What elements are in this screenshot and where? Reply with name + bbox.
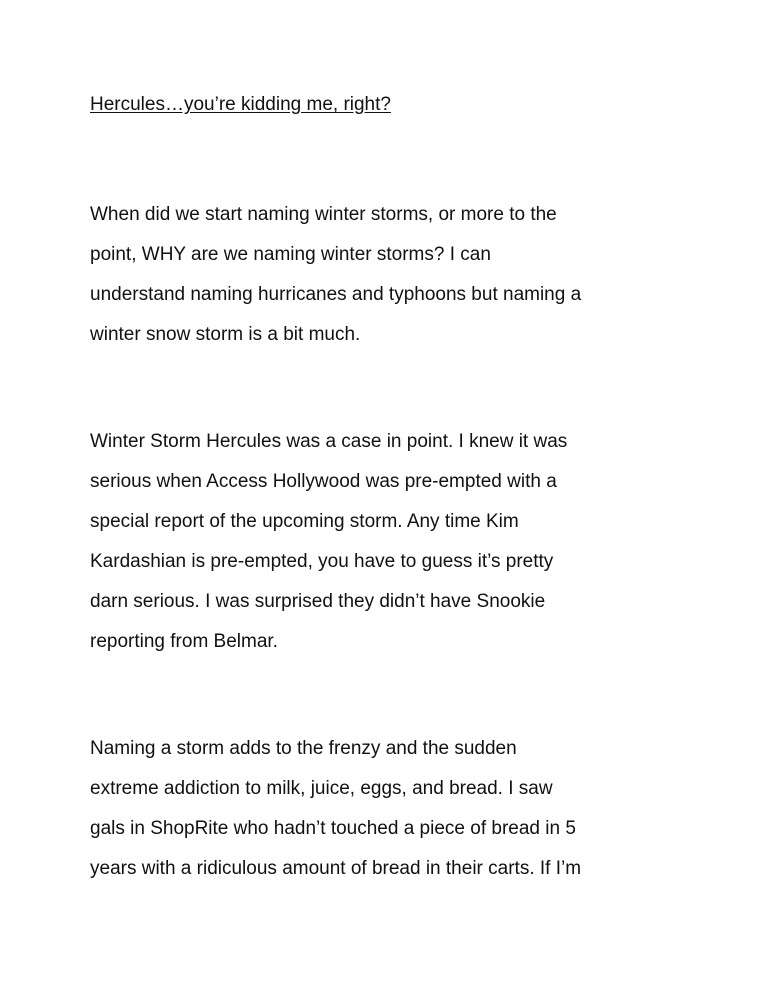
text-line: point, WHY are we naming winter storms? I can	[90, 244, 491, 265]
text-line: serious when Access Hollywood was pre-empted with a	[90, 471, 557, 492]
text-line: gals in ShopRite who hadn’t touched a piece of bread in 5	[90, 818, 576, 839]
document-title: Hercules…you’re kidding me, right?	[90, 94, 391, 115]
text-line: Kardashian is pre-empted, you have to guess it’s pretty	[90, 551, 554, 572]
text-line: winter snow storm is a bit much.	[90, 324, 361, 345]
paragraph-frenzy	[90, 729, 690, 889]
paragraph-hercules	[90, 422, 690, 662]
text-line: When did we start naming winter storms, or more to the	[90, 204, 557, 225]
text-line: darn serious. I was surprised they didn’t have Snookie	[90, 591, 546, 612]
text-line: special report of the upcoming storm. Any time Kim	[90, 511, 519, 532]
text-line: years with a ridiculous amount of bread in their carts. If I’m	[90, 858, 582, 879]
text-line: extreme addiction to milk, juice, eggs, and bread. I saw	[90, 778, 553, 799]
text-line: Winter Storm Hercules was a case in point. I knew it was	[90, 431, 568, 452]
text-line: reporting from Belmar.	[90, 631, 278, 652]
text-line: understand naming hurricanes and typhoons but naming a	[90, 284, 582, 305]
text-line: Naming a storm adds to the frenzy and the sudden	[90, 738, 517, 759]
paragraph-storm-naming	[90, 195, 690, 355]
